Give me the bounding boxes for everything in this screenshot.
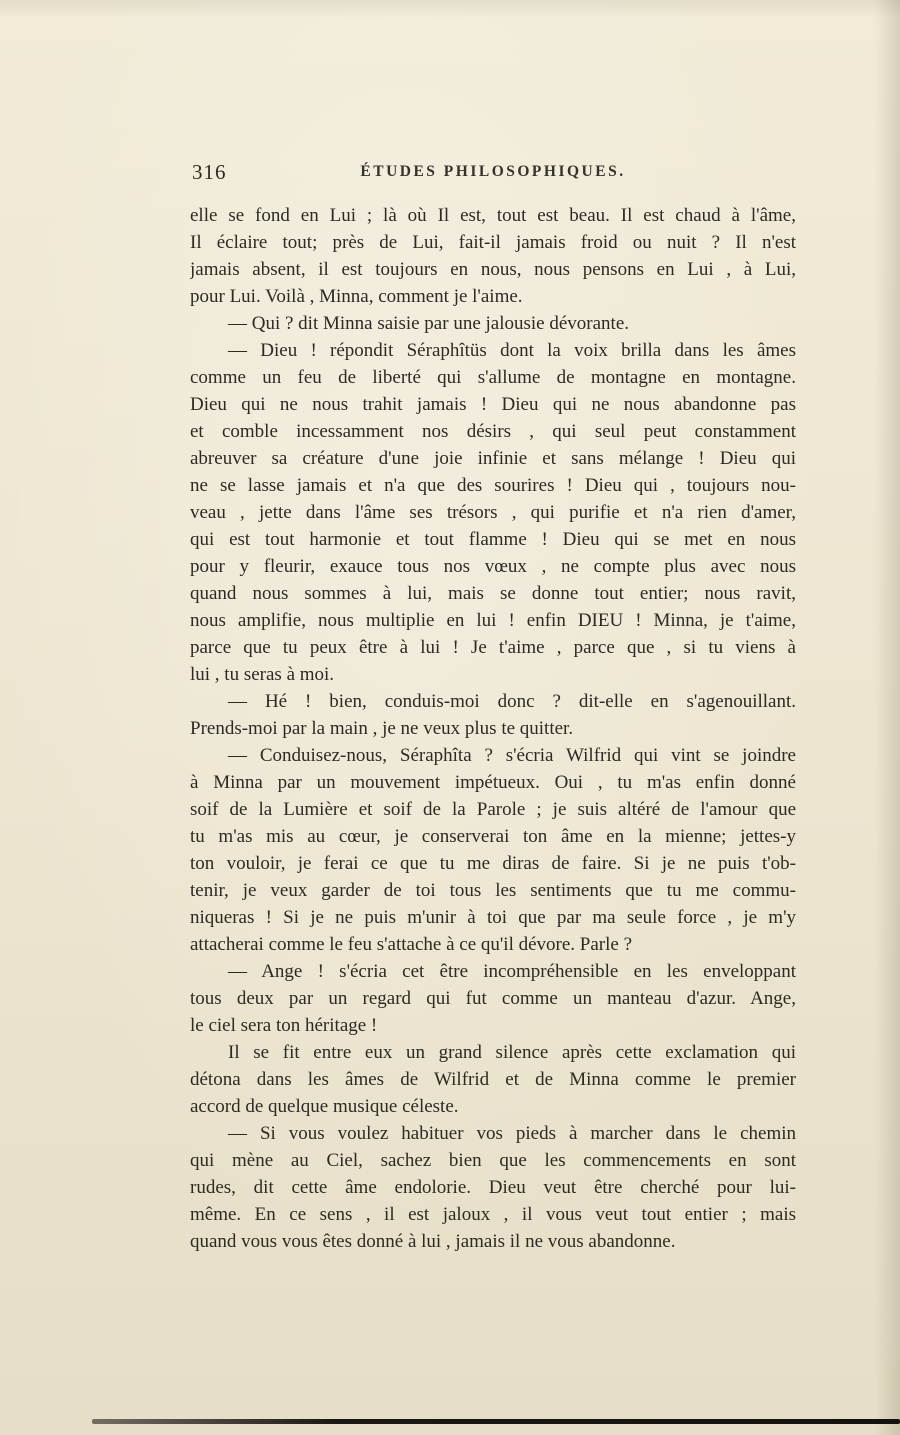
text-line: Dieu qui ne nous trahit jamais ! Dieu qui ne nous abandonne pas	[190, 394, 796, 415]
text-line: Prends-moi par la main , je ne veux plus te quitter.	[190, 718, 574, 739]
text-line: — Hé ! bien, conduis-moi donc ? dit-elle en s'agenouillant.	[228, 691, 796, 712]
text-line: même. En ce sens , il est jaloux , il vous veut tout entier ; mais	[190, 1204, 796, 1225]
text-line: — Ange ! s'écria cet être incompréhensible en les enveloppant	[228, 961, 796, 982]
text-line: détona dans les âmes de Wilfrid et de Minna comme le premier	[190, 1069, 796, 1090]
text-line: nous amplifie, nous multiplie en lui ! enfin DIEU ! Minna, je t'aime,	[190, 610, 796, 631]
text-line: comme un feu de liberté qui s'allume de montagne en montagne.	[190, 367, 796, 388]
text-line: veau , jette dans l'âme ses trésors , qui purifie et n'a rien d'amer,	[190, 502, 796, 523]
page-number: 316	[192, 160, 227, 184]
text-line: niqueras ! Si je ne puis m'unir à toi que par ma seule force , je m'y	[190, 907, 796, 928]
text-line: tenir, je veux garder de toi tous les sentiments que tu me commu-	[190, 880, 796, 901]
paragraph	[190, 688, 796, 742]
text-line: — Si vous voulez habituer vos pieds à marcher dans le chemin	[228, 1123, 796, 1144]
text-line: — Conduisez-nous, Séraphîta ? s'écria Wilfrid qui vint se joindre	[228, 745, 796, 766]
paragraph	[190, 1039, 796, 1120]
text-line: à Minna par un mouvement impétueux. Oui , tu m'as enfin donné	[190, 772, 796, 793]
text-block	[190, 202, 796, 1255]
text-line: attacherai comme le feu s'attache à ce qu'il dévore. Parle ?	[190, 934, 633, 955]
text-line: — Qui ? dit Minna saisie par une jalousie dévorante.	[228, 313, 630, 334]
paragraph	[190, 1120, 796, 1255]
text-line: Il éclaire tout; près de Lui, fait-il jamais froid ou nuit ? Il n'est	[190, 232, 796, 253]
text-line: — Dieu ! répondit Séraphîtüs dont la voix brilla dans les âmes	[228, 340, 796, 361]
text-line: soif de la Lumière et soif de la Parole ; je suis altéré de l'amour que	[190, 799, 796, 820]
paragraph	[190, 310, 796, 337]
text-line: lui , tu seras à moi.	[190, 664, 335, 685]
text-line: quand vous vous êtes donné à lui , jamais il ne vous abandonne.	[190, 1231, 676, 1252]
text-line: pour y fleurir, exauce tous nos vœux , ne compte plus avec nous	[190, 556, 796, 577]
text-line: pour Lui. Voilà , Minna, comment je l'aime.	[190, 286, 523, 307]
running-title: ÉTUDES PHILOSOPHIQUES.	[360, 163, 626, 180]
text-line: Il se fit entre eux un grand silence après cette exclamation qui	[228, 1042, 796, 1063]
text-line: tu m'as mis au cœur, je conserverai ton âme en la mienne; jettes-y	[190, 826, 796, 847]
paragraph	[190, 202, 796, 310]
running-head	[190, 160, 796, 190]
text-line: rudes, dit cette âme endolorie. Dieu veut être cherché pour lui-	[190, 1177, 796, 1198]
text-line: quand nous sommes à lui, mais se donne tout entier; nous ravit,	[190, 583, 796, 604]
page-content	[190, 160, 796, 1255]
paragraph	[190, 742, 796, 958]
text-line: et comble incessamment nos désirs , qui seul peut constamment	[190, 421, 796, 442]
text-line: qui mène au Ciel, sachez bien que les commencements en sont	[190, 1150, 796, 1171]
text-line: elle se fond en Lui ; là où Il est, tout est beau. Il est chaud à l'âme,	[190, 205, 796, 226]
text-line: parce que tu peux être à lui ! Je t'aime , parce que , si tu viens à	[190, 637, 796, 658]
paragraph	[190, 958, 796, 1039]
text-line: abreuver sa créature d'une joie infinie et sans mélange ! Dieu qui	[190, 448, 796, 469]
text-line: le ciel sera ton héritage !	[190, 1015, 378, 1036]
text-line: ne se lasse jamais et n'a que des sourires ! Dieu qui , toujours nou-	[190, 475, 796, 496]
scan-right-shading	[874, 0, 900, 1435]
text-line: jamais absent, il est toujours en nous, nous pensons en Lui , à Lui,	[190, 259, 796, 280]
text-line: tous deux par un regard qui fut comme un manteau d'azur. Ange,	[190, 988, 796, 1009]
text-line: accord de quelque musique céleste.	[190, 1096, 459, 1117]
scan-edge-line	[92, 1419, 900, 1424]
text-line: ton vouloir, je ferai ce que tu me diras de faire. Si je ne puis t'ob-	[190, 853, 796, 874]
text-line: qui est tout harmonie et tout flamme ! Dieu qui se met en nous	[190, 529, 796, 550]
scan-top-shading	[0, 0, 900, 18]
paragraph	[190, 337, 796, 688]
